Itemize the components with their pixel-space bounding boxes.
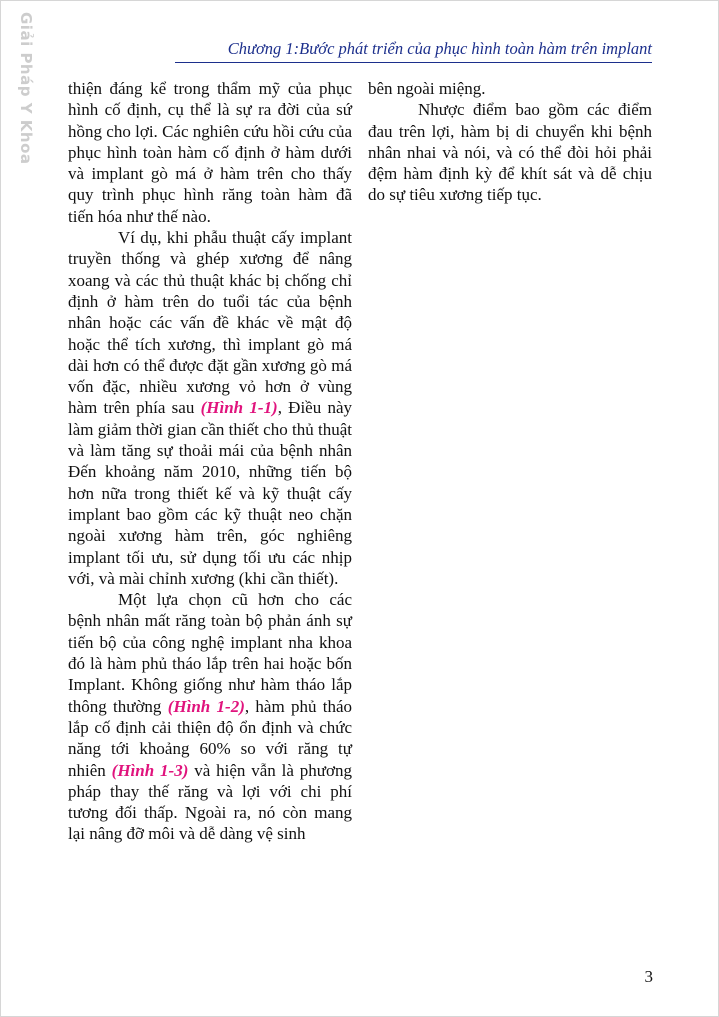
paragraph: bên ngoài miệng. xyxy=(368,79,486,98)
figure-reference-1-3[interactable]: (Hình 1-3) xyxy=(111,760,189,780)
text-run: , Điều này làm giảm thời gian cần thiết cho thủ thuật và làm tăng sự thoải mái của bệnh nhân Đến khoảng năm 2010, những tiến bộ hơn nữa trong thiết kế và kỹ thuật cấy implant bao gồm các kỹ thuật neo chặn ngoài xương hàm trên, góc nghiêng implant tối ưu, sử dụng tối ưu các nhịp với, và mài chỉnh xương (khi cần thiết). xyxy=(68,398,353,588)
text-run: , hàm phủ tháo lắp cố định cải thiện độ ổn định và chức năng tới khoảng 60% so với răng tự nhiên xyxy=(68,696,352,780)
running-header: Chương 1:Bước phát triển của phục hình toàn hàm trên implant xyxy=(175,39,652,63)
paragraph xyxy=(68,227,352,589)
paragraph: Nhược điểm bao gồm các điểm đau trên lợi, hàm bị di chuyển khi bệnh nhân nhai và nói, và có thể đòi hỏi phải đệm hàm định kỳ để khít sát và dễ chịu do sự tiêu xương tiếp tục. xyxy=(368,100,652,205)
text-run: Một lựa chọn cũ hơn cho các bệnh nhân mất răng toàn bộ phản ánh sự tiến bộ của công nghệ implant nha khoa đó là hàm phủ tháo lắp trên hai hoặc bốn Implant. Không giống như hàm tháo lắp thông thường xyxy=(68,590,352,716)
page-number: 3 xyxy=(644,967,653,986)
figure-reference-1-2[interactable]: (Hình 1-2) xyxy=(167,696,245,716)
figure-reference-1-1[interactable]: (Hình 1-1) xyxy=(200,398,278,418)
left-column xyxy=(68,78,352,845)
right-column xyxy=(368,78,652,206)
paragraph: thiện đáng kể trong thẩm mỹ của phục hình cố định, cụ thể là sự ra đời của sứ hồng cho lợi. Các nghiên cứu hồi cứu của phục hình toàn hàm cố định ở hàm dưới và implant gò má ở hàm trên cho thấy quy trình phục hình răng toàn hàm đã tiến hóa như thế nào. xyxy=(68,79,352,226)
paragraph xyxy=(68,589,352,845)
side-watermark-label: Giải Pháp Y Khoa xyxy=(17,12,35,165)
text-run: và hiện vẫn là phương pháp thay thế răng và lợi với chi phí tương đối thấp. Ngoài ra, nó còn mang lại nâng đỡ môi và dễ dàng vệ sinh xyxy=(68,760,352,844)
text-run: Ví dụ, khi phẫu thuật cấy implant truyền thống và ghép xương để nâng xoang và các thủ thuật khác bị chống chỉ định ở hàm trên do tuổi tác của bệnh nhân hoặc các vấn đề khác về mật độ hoặc thể tích xương, thì implant gò má dài hơn có thể được đặt gần xương gò má vốn đặc, nhiều xương vỏ hơn ở vùng hàm trên phía sau xyxy=(68,228,352,418)
